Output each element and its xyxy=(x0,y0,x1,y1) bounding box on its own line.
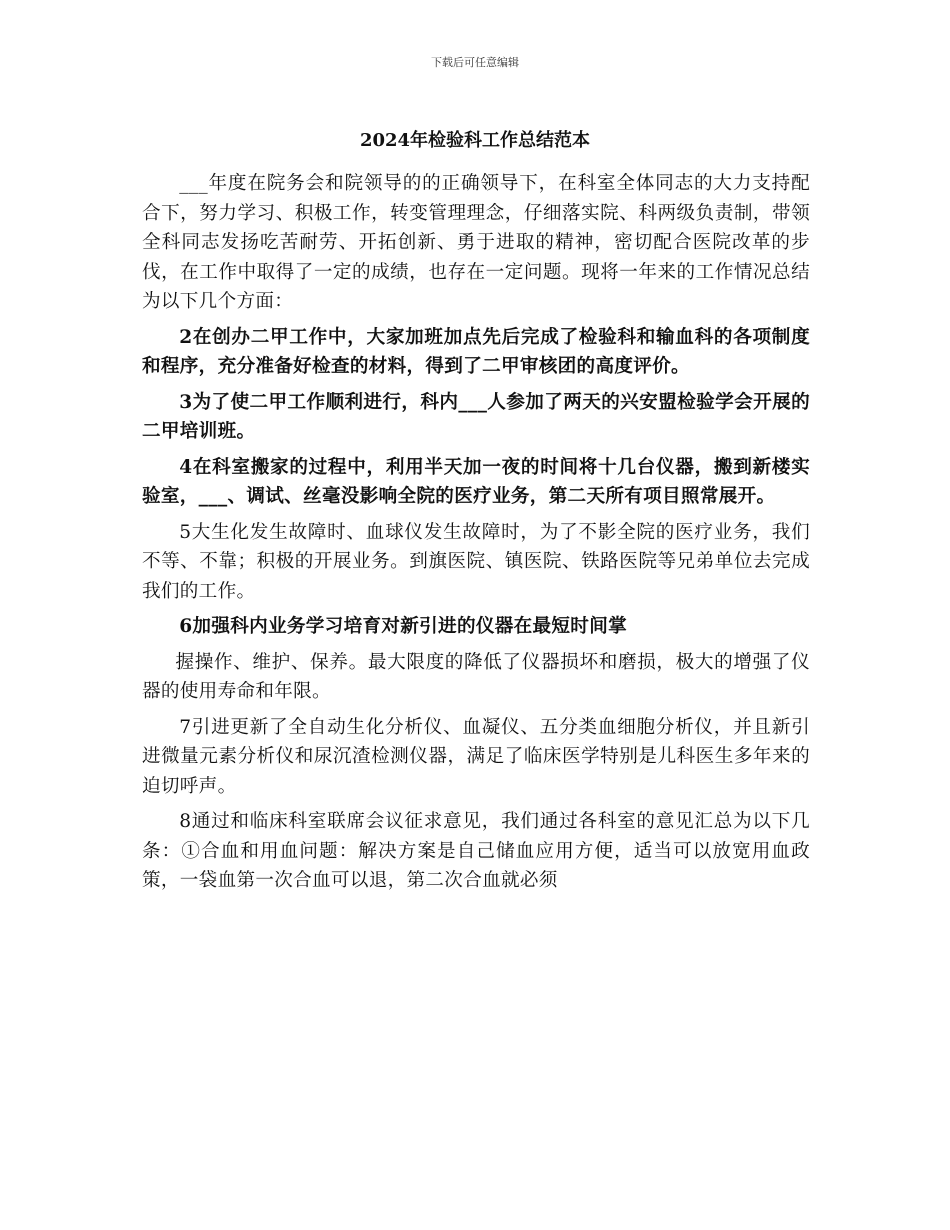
paragraph-item-7: 7引进更新了全自动生化分析仪、血凝仪、五分类血细胞分析仪，并且新引进微量元素分析仪和尿沉渣检测仪器，满足了临床医学特别是儿科医生多年来的迫切呼声。 xyxy=(142,716,810,797)
paragraph-item-6-heading: 6加强科内业务学习培育对新引进的仪器在最短时间掌 xyxy=(179,616,627,637)
paragraph-item-3: 3为了使二甲工作顺利进行，科内___人参加了两天的兴安盟检验学会开展的二甲培训班。 xyxy=(142,391,810,442)
paragraph-item-4: 4在科室搬家的过程中，利用半天加一夜的时间将十几台仪器，搬到新楼实验室，___、调试、丝毫没影响全院的医疗业务，第二天所有项目照常展开。 xyxy=(142,456,810,507)
paragraph-item-6-body: 握操作、维护、保养。最大限度的降低了仪器损坏和磨损，极大的增强了仪器的使用寿命和年限。 xyxy=(142,651,810,702)
paragraph-item-8: 8通过和临床科室联席会议征求意见，我们通过各科室的意见汇总为以下几条：①合血和用血问题：解决方案是自己储血应用方便，适当可以放宽用血政策，一袋血第一次合血可以退，第二次合血就必须 xyxy=(142,811,810,891)
document-title: 2024年检验科工作总结范本 xyxy=(359,130,591,151)
header-note: 下载后可任意编辑 xyxy=(431,56,519,69)
paragraph-item-2: 2在创办二甲工作中，大家加班加点先后完成了检验科和输血科的各项制度和程序，充分准备好检查的材料，得到了二甲审核团的高度评价。 xyxy=(142,326,810,377)
paragraph-intro: ___年度在院务会和院领导的的正确领导下，在科室全体同志的大力支持配合下，努力学习、积极工作，转变管理理念，仔细落实院、科两级负责制，带领全科同志发扬吃苦耐劳、开拓创新、勇于进取的精神，密切配合医院改革的步伐，在工作中取得了一定的成绩，也存在一定问题。现将一年来的工作情况总结为以下几个方面： xyxy=(142,173,810,312)
document-body xyxy=(142,169,810,902)
paragraph-item-5: 5大生化发生故障时、血球仪发生故障时，为了不影全院的医疗业务，我们不等、不靠；积极的开展业务。到旗医院、镇医院、铁路医院等兄弟单位去完成我们的工作。 xyxy=(142,521,810,602)
